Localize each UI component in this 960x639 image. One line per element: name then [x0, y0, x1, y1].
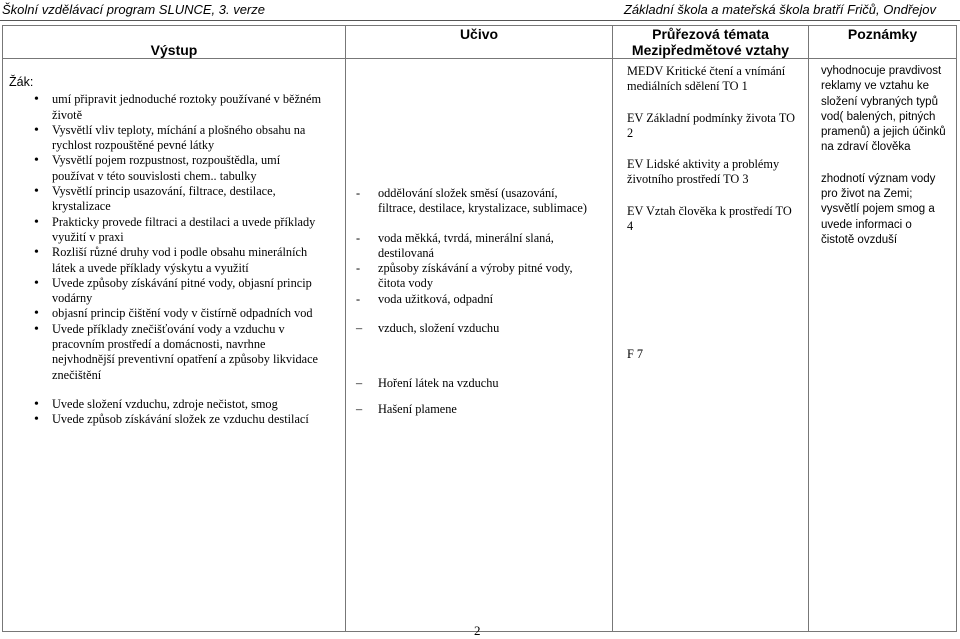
dash-marker: – [356, 376, 363, 391]
ucivo-text: způsoby získávání a výroby pitné vody, čitota vody [378, 261, 573, 291]
vystup-item: • Vysvětlí princip usazování, filtrace, destilace, krystalizace [30, 184, 323, 215]
ucivo-item [350, 402, 598, 417]
ucivo-text: voda měkká, tvrdá, minerální slaná, destilovaná [378, 230, 554, 260]
vystup-heading: Výstup [150, 42, 198, 58]
prurezova-item: EV Lidské aktivity a problémy životního prostředí TO 3 [627, 157, 780, 187]
vystup-item: • Uvede složení vzduchu, zdroje nečistot, smog [30, 397, 323, 412]
ucivo-item [350, 186, 598, 217]
ucivo-item [350, 261, 598, 292]
dash-marker: – [356, 401, 363, 416]
column-header-poznamky [809, 26, 957, 59]
header-school-name: Základní škola a mateřská škola bratří Fričů, Ondřejov [623, 2, 936, 17]
ucivo-text: Hoření látek na vzduchu [378, 376, 499, 391]
vystup-cell [3, 59, 346, 632]
pupil-intro: Žák: [9, 75, 34, 89]
ucivo-item [350, 231, 598, 262]
page-number: 2 [474, 623, 481, 638]
dash-marker: - [356, 230, 361, 245]
mezipredmetove-heading: Mezipředmětové vztahy [631, 42, 790, 58]
vystup-item: • Uvede způsob získávání složek ze vzduchu destilací [30, 412, 323, 427]
prurezova-item: EV Základní podmínky života TO 2 [627, 110, 796, 140]
column-header-prurezova [613, 26, 809, 59]
ucivo-text: vzduch, složení vzduchu [378, 321, 500, 336]
ucivo-text: oddělování složek směsí (usazování, filtrace, destilace, krystalizace, sublimace) [378, 186, 587, 216]
ucivo-item [350, 321, 598, 336]
header-school-program: Školní vzdělávací program SLUNCE, 3. verze [2, 2, 265, 17]
ucivo-cell [346, 59, 613, 632]
prurezova-cell [613, 59, 809, 632]
prurezova-heading: Průřezová témata [652, 26, 769, 42]
dash-marker: - [356, 291, 361, 306]
ucivo-item [350, 292, 598, 307]
vystup-item: • Prakticky provede filtraci a destilaci a uvede příklady využití v praxi [30, 215, 323, 246]
vystup-item: • umí připravit jednoduché roztoky používané v běžném životě [30, 92, 323, 123]
poznamky-heading: Poznámky [847, 26, 918, 42]
curriculum-table [2, 25, 957, 632]
ucivo-text: voda užitková, odpadní [378, 291, 494, 306]
prurezova-item: EV Vztah člověka k prostředí TO 4 [627, 203, 792, 234]
vystup-item: • Uvede příklady znečišťování vody a vzduchu v pracovním prostředí a domácnosti, navrhne nejvhodnější preventivní opatření a způsoby likvidace znečištění [30, 322, 323, 383]
vystup-list [3, 92, 345, 427]
poznamky-cell [809, 59, 957, 632]
column-header-vystup [3, 26, 346, 59]
poznamka-item: zhodnotí význam vody pro život na Zemi; vysvětlí pojem smog a uvede informaci o čistotě ovzduší [821, 172, 936, 246]
dash-marker: – [356, 321, 363, 336]
column-header-ucivo [346, 26, 613, 59]
prurezova-item: F 7 [627, 347, 644, 362]
poznamka-item: vyhodnocuje pravdivost reklamy ve vztahu ke složení vybraných typů vod( balených, pitných pramenů) a jejich účinků na zdraví člověka [821, 65, 946, 154]
vystup-item: • Uvede způsoby získávání pitné vody, objasní princip vodárny [30, 276, 323, 307]
header-rule [0, 20, 960, 21]
vystup-item: • Vysvětlí vliv teploty, míchání a plošného obsahu na rychlost rozpouštěné pevné látky [30, 123, 323, 154]
dash-marker: - [356, 186, 361, 200]
ucivo-item [350, 376, 598, 391]
ucivo-text: Hašení plamene [378, 401, 457, 416]
vystup-item: • objasní princip čištění vody v čistírně odpadních vod [30, 306, 323, 321]
vystup-item: • Rozliší různé druhy vod i podle obsahu minerálních látek a uvede příklady výskytu a využití [30, 245, 323, 276]
ucivo-heading: Učivo [459, 26, 499, 42]
prurezova-item: MEDV Kritické čtení a vnímání mediálních sdělení TO 1 [627, 64, 786, 94]
dash-marker: - [356, 261, 361, 276]
vystup-item: • Vysvětlí pojem rozpustnost, rozpouštědla, umí používat v této souvislosti chem.. tabulky [30, 153, 323, 184]
